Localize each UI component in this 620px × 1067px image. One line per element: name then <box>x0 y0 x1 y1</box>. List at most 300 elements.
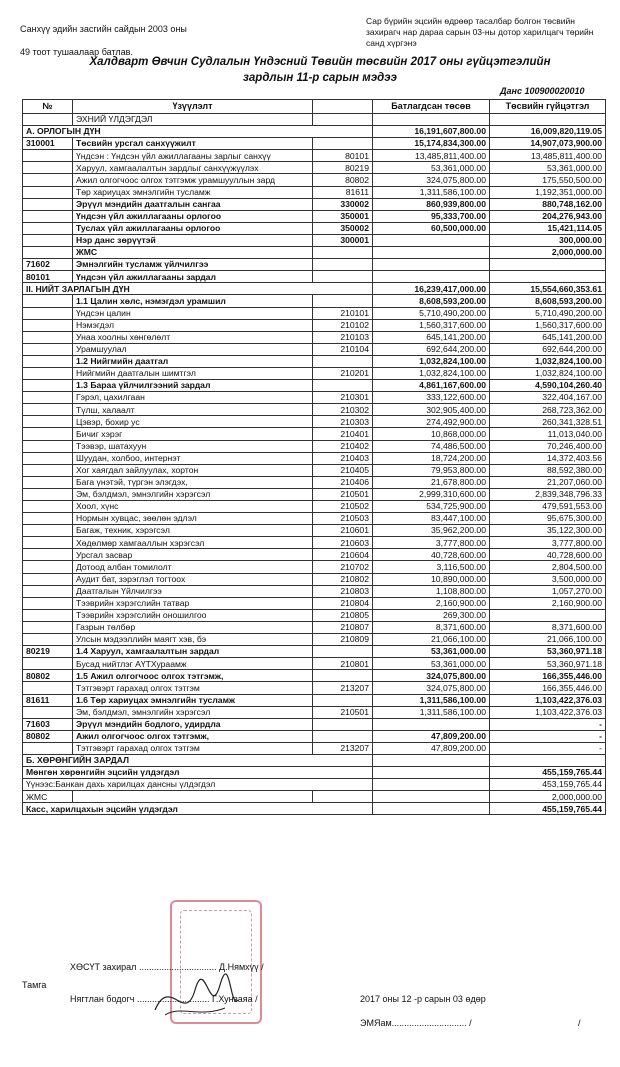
row-approved-budget: 35,962,200.00 <box>373 525 490 537</box>
table-row <box>23 367 606 379</box>
row-budget-execution: 300,000.00 <box>490 234 606 246</box>
table-row <box>23 319 606 331</box>
row-indicator: Хоол, хүнс <box>73 501 313 513</box>
row-code: 210406 <box>313 476 373 488</box>
table-row <box>23 452 606 464</box>
row-approved-budget: 16,239,417,000.00 <box>373 283 490 295</box>
table-row <box>23 186 606 198</box>
row-indicator: Бичиг хэрэг <box>73 428 313 440</box>
table-row <box>23 476 606 488</box>
report-title-line-2: зардлын 11-р сарын мэдээ <box>243 72 397 84</box>
row-budget-execution: 4,590,104,260.40 <box>490 380 606 392</box>
row-number <box>23 367 73 379</box>
handwritten-signature <box>150 970 240 1030</box>
table-header-row <box>23 100 606 114</box>
row-budget-execution: 1,032,824,100.00 <box>490 367 606 379</box>
account-number: Данс 100900020010 <box>500 86 585 96</box>
row-indicator: Улсын мэдээллийн маягт хэв, бэ <box>73 634 313 646</box>
table-row <box>23 150 606 162</box>
row-indicator: Түлш, халаалт <box>73 404 313 416</box>
row-code: 210802 <box>313 573 373 585</box>
row-number: 81611 <box>23 694 73 706</box>
row-code: 210405 <box>313 464 373 476</box>
row-number <box>23 404 73 416</box>
row-indicator: Эрүүл мэндийн даатгалын сангаа <box>73 198 313 210</box>
row-code: 80219 <box>313 162 373 174</box>
row-approved-budget: 16,191,607,800.00 <box>373 126 490 138</box>
row-code: 210401 <box>313 428 373 440</box>
row-indicator: Нийгмийн даатгалын шимтгэл <box>73 367 313 379</box>
row-approved-budget: 1,108,800.00 <box>373 585 490 597</box>
table-row <box>23 440 606 452</box>
row-budget-execution: 3,777,800.00 <box>490 537 606 549</box>
row-code: 80101 <box>313 150 373 162</box>
row-budget-execution: 166,355,446.00 <box>490 682 606 694</box>
row-approved-budget: 40,728,600.00 <box>373 549 490 561</box>
row-code: 210501 <box>313 706 373 718</box>
row-number: 310001 <box>23 138 73 150</box>
table-row <box>23 694 606 706</box>
row-indicator: Эм, бэлдмэл, эмнэлгийн хэрэгсэл <box>73 706 313 718</box>
table-row <box>23 271 606 283</box>
row-code: 210102 <box>313 319 373 331</box>
row-code <box>313 114 373 126</box>
table-row <box>23 464 606 476</box>
row-approved-budget: 13,485,811,400.00 <box>373 150 490 162</box>
accountant-name: Г.Хунзаяа / <box>212 994 258 1004</box>
row-code: 213207 <box>313 682 373 694</box>
row-code: 210601 <box>313 525 373 537</box>
row-code <box>313 791 373 803</box>
table-row <box>23 355 606 367</box>
row-budget-execution: 14,372,403.56 <box>490 452 606 464</box>
row-code: 210503 <box>313 513 373 525</box>
row-code: 210403 <box>313 452 373 464</box>
row-budget-execution: 479,591,553.00 <box>490 501 606 513</box>
row-code: 210103 <box>313 331 373 343</box>
row-section-label: II. НИЙТ ЗАРЛАГЫН ДҮН <box>23 283 373 295</box>
table-row <box>23 609 606 621</box>
row-number <box>23 682 73 694</box>
row-indicator: Шуудан, холбоо, интернэт <box>73 452 313 464</box>
row-indicator: Унаа хоолны хөнгөлөлт <box>73 331 313 343</box>
row-approved-budget: 324,075,800.00 <box>373 174 490 186</box>
table-row <box>23 247 606 259</box>
row-budget-execution: 2,839,348,796.33 <box>490 488 606 500</box>
row-number: 71602 <box>23 259 73 271</box>
row-indicator: Үндсэн цалин <box>73 307 313 319</box>
row-approved-budget: 302,905,400.00 <box>373 404 490 416</box>
row-approved-budget: 18,724,200.00 <box>373 452 490 464</box>
row-approved-budget: 53,361,000.00 <box>373 162 490 174</box>
row-code <box>313 718 373 730</box>
budget-table <box>22 99 606 815</box>
row-number <box>23 561 73 573</box>
row-indicator: Эрүүл мэндийн бодлого, удирдла <box>73 718 313 730</box>
submission-note: Сар бүрийн эцсийн өдрөөр тасалбар болгон төсвийн захирагч нар дараа сарын 03-ны дотор харилцагч төрийн санд хүргэнэ <box>366 16 594 48</box>
director-signature-line: ХӨСҮТ захирал ............................... Д.Нямхүү / <box>70 962 264 972</box>
table-row <box>23 597 606 609</box>
row-code: 210201 <box>313 367 373 379</box>
row-approved-budget: 5,710,490,200.00 <box>373 307 490 319</box>
row-budget-execution: 3,500,000.00 <box>490 573 606 585</box>
row-section-label: Касс, харилцахын эцсийн үлдэгдэл <box>23 803 373 815</box>
row-number <box>23 234 73 246</box>
row-budget-execution: - <box>490 742 606 754</box>
row-indicator: 1.6 Төр хариуцах эмнэлгийн тусламж <box>73 694 313 706</box>
row-number <box>23 343 73 355</box>
row-code: 210603 <box>313 537 373 549</box>
row-approved-budget: 1,311,586,100.00 <box>373 706 490 718</box>
row-indicator: Хөдөлмөр хамгааллын хэрэгсэл <box>73 537 313 549</box>
col-header-approved-budget: Батлагдсан төсөв <box>373 100 490 114</box>
row-indicator: Нэр данс зөрүүтэй <box>73 234 313 246</box>
row-number <box>23 186 73 198</box>
table-row <box>23 343 606 355</box>
row-budget-execution: 175,550,500.00 <box>490 174 606 186</box>
table-row <box>23 573 606 585</box>
row-number <box>23 331 73 343</box>
table-row <box>23 380 606 392</box>
row-code <box>313 259 373 271</box>
row-number: ЖМС <box>23 791 73 803</box>
table-row <box>23 295 606 307</box>
row-budget-execution: 8,371,600.00 <box>490 621 606 633</box>
table-row <box>23 646 606 658</box>
row-number <box>23 464 73 476</box>
row-number <box>23 416 73 428</box>
row-indicator: Бага үнэтэй, түргэн элэгдэх, <box>73 476 313 488</box>
row-code: 210809 <box>313 634 373 646</box>
row-approved-budget: 274,492,900.00 <box>373 416 490 428</box>
row-indicator: Бусад нийтлэг АҮТХураамж <box>73 658 313 670</box>
report-title-line-1: Халдварт Өвчин Судлалын Үндэсний Төвийн төсвийн 2017 оны гүйцэтгэлийн <box>89 56 551 68</box>
row-approved-budget: 1,032,824,100.00 <box>373 367 490 379</box>
row-indicator <box>73 791 313 803</box>
row-number <box>23 307 73 319</box>
row-approved-budget: 1,311,586,100.00 <box>373 694 490 706</box>
row-approved-budget: 860,939,800.00 <box>373 198 490 210</box>
row-budget-execution: 53,361,000.00 <box>490 162 606 174</box>
row-indicator: 1.3 Бараа үйлчилгээний зардал <box>73 380 313 392</box>
table-row <box>23 198 606 210</box>
row-indicator: Ажил олгогчоос олгох тэтгэмж, <box>73 730 313 742</box>
row-code: 210805 <box>313 609 373 621</box>
row-budget-execution: 1,057,270.00 <box>490 585 606 597</box>
row-number <box>23 621 73 633</box>
row-number <box>23 150 73 162</box>
row-indicator: 1.2 Нийгмийн даатгал <box>73 355 313 367</box>
row-approved-budget <box>373 247 490 259</box>
row-approved-budget: 53,361,000.00 <box>373 646 490 658</box>
row-number <box>23 319 73 331</box>
row-number: 80802 <box>23 670 73 682</box>
row-code: 210502 <box>313 501 373 513</box>
row-indicator: Тэтгэвэрт гарахад олгох тэтгэм <box>73 682 313 694</box>
table-row <box>23 754 606 766</box>
row-budget-execution: 204,276,943.00 <box>490 210 606 222</box>
row-approved-budget: 4,861,167,600.00 <box>373 380 490 392</box>
row-number <box>23 549 73 561</box>
table-row <box>23 416 606 428</box>
row-budget-execution: 2,000,000.00 <box>490 791 606 803</box>
row-approved-budget: 324,075,800.00 <box>373 670 490 682</box>
row-approved-budget <box>373 754 490 766</box>
row-budget-execution <box>490 114 606 126</box>
row-indicator: ЭХНИЙ ҮЛДЭГДЭЛ <box>73 114 313 126</box>
table-row <box>23 234 606 246</box>
table-row <box>23 210 606 222</box>
row-indicator: Аудит бат, зэрэглэл тогтоох <box>73 573 313 585</box>
row-approved-budget <box>373 767 490 779</box>
row-number <box>23 742 73 754</box>
table-row <box>23 682 606 694</box>
accountant-label: Нягтлан бодогч <box>70 994 135 1004</box>
approval-line-1: Санхүү эдийн засгийн сайдын 2003 оны <box>20 24 187 34</box>
row-code: 210302 <box>313 404 373 416</box>
row-number <box>23 114 73 126</box>
row-budget-execution <box>490 609 606 621</box>
row-approved-budget <box>373 114 490 126</box>
row-budget-execution: 166,355,446.00 <box>490 670 606 682</box>
table-row <box>23 706 606 718</box>
row-budget-execution: 455,159,765.44 <box>490 767 606 779</box>
row-number <box>23 247 73 259</box>
row-indicator: Эмнэлгийн тусламж үйлчилгээ <box>73 259 313 271</box>
row-budget-execution: 15,421,114.05 <box>490 222 606 234</box>
row-code <box>313 646 373 658</box>
row-number <box>23 525 73 537</box>
row-indicator: Тээврийн хэрэгслийн татвар <box>73 597 313 609</box>
row-approved-budget: 95,333,700.00 <box>373 210 490 222</box>
row-indicator: 1.5 Ажил олгогчоос олгох тэтгэмж, <box>73 670 313 682</box>
row-code <box>313 380 373 392</box>
row-budget-execution: 1,103,422,376.03 <box>490 706 606 718</box>
table-row <box>23 549 606 561</box>
row-budget-execution: 53,360,971.18 <box>490 646 606 658</box>
row-budget-execution: - <box>490 718 606 730</box>
row-number <box>23 634 73 646</box>
row-indicator: 1.4 Харуул, хамгаалалтын зардал <box>73 646 313 658</box>
row-budget-execution: 88,592,380.00 <box>490 464 606 476</box>
row-budget-execution: 455,159,765.44 <box>490 803 606 815</box>
row-code <box>313 694 373 706</box>
table-row <box>23 513 606 525</box>
table-row <box>23 428 606 440</box>
row-approved-budget: 1,032,824,100.00 <box>373 355 490 367</box>
row-number <box>23 440 73 452</box>
row-approved-budget <box>373 791 490 803</box>
row-number <box>23 501 73 513</box>
row-number <box>23 174 73 186</box>
row-indicator: Үндсэн үйл ажиллагааны орлогоо <box>73 210 313 222</box>
table-row <box>23 767 606 779</box>
table-row <box>23 259 606 271</box>
col-header-budget-execution: Төсвийн гүйцэтгэл <box>490 100 606 114</box>
row-code: 210803 <box>313 585 373 597</box>
row-code <box>313 295 373 307</box>
col-header-code <box>313 100 373 114</box>
row-approved-budget: 645,141,200.00 <box>373 331 490 343</box>
row-budget-execution: 2,000,000.00 <box>490 247 606 259</box>
row-approved-budget: 333,122,600.00 <box>373 392 490 404</box>
row-budget-execution: 13,485,811,400.00 <box>490 150 606 162</box>
row-number <box>23 573 73 585</box>
row-budget-execution: 1,560,317,600.00 <box>490 319 606 331</box>
row-indicator: 1.1 Цалин хөлс, нэмэгдэл урамшил <box>73 295 313 307</box>
row-budget-execution: 1,032,824,100.00 <box>490 355 606 367</box>
row-budget-execution: 16,009,820,119.05 <box>490 126 606 138</box>
row-code <box>313 670 373 682</box>
row-budget-execution <box>490 754 606 766</box>
row-number: 71603 <box>23 718 73 730</box>
row-code: 210101 <box>313 307 373 319</box>
row-number <box>23 380 73 392</box>
row-number <box>23 537 73 549</box>
row-budget-execution: 11,013,040.00 <box>490 428 606 440</box>
row-budget-execution: 95,675,300.00 <box>490 513 606 525</box>
received-by-end: / <box>578 1018 581 1028</box>
row-approved-budget: 47,809,200.00 <box>373 730 490 742</box>
row-code: 80802 <box>313 174 373 186</box>
row-approved-budget: 60,500,000.00 <box>373 222 490 234</box>
row-section-label: Үүнээс:Банкан дахь харилцах дансны үлдэгдэл <box>23 779 373 791</box>
row-budget-execution <box>490 259 606 271</box>
row-indicator: Харуул, хамгаалалтын зардлыг санхүүжүүлэх <box>73 162 313 174</box>
row-budget-execution: 453,159,765.44 <box>490 779 606 791</box>
row-indicator: Ажил олгогчоос олгох тэтгэмж урамшууллын зард <box>73 174 313 186</box>
row-code <box>313 138 373 150</box>
row-approved-budget: 21,066,100.00 <box>373 634 490 646</box>
row-code: 210501 <box>313 488 373 500</box>
row-budget-execution: 2,160,900.00 <box>490 597 606 609</box>
row-budget-execution: 21,066,100.00 <box>490 634 606 646</box>
row-number <box>23 585 73 597</box>
row-approved-budget <box>373 259 490 271</box>
row-indicator: Тээвэр, шатахуун <box>73 440 313 452</box>
table-row <box>23 404 606 416</box>
row-approved-budget: 3,116,500.00 <box>373 561 490 573</box>
row-approved-budget: 15,174,834,300.00 <box>373 138 490 150</box>
table-row <box>23 174 606 186</box>
row-budget-execution: 70,246,400.00 <box>490 440 606 452</box>
row-code: 213207 <box>313 742 373 754</box>
row-approved-budget: 53,361,000.00 <box>373 658 490 670</box>
row-approved-budget: 324,075,800.00 <box>373 682 490 694</box>
row-code <box>313 730 373 742</box>
row-approved-budget <box>373 718 490 730</box>
row-approved-budget <box>373 779 490 791</box>
row-code: 210804 <box>313 597 373 609</box>
row-approved-budget: 47,809,200.00 <box>373 742 490 754</box>
report-date: 2017 оны 12 -р сарын 03 өдөр <box>360 994 486 1004</box>
table-row <box>23 658 606 670</box>
table-row <box>23 742 606 754</box>
row-indicator: Нормын хувцас, зөөлөн эдлэл <box>73 513 313 525</box>
accountant-signature-line: Нягтлан бодогч ............................. Г.Хунзаяа / <box>70 994 258 1004</box>
row-approved-budget: 8,371,600.00 <box>373 621 490 633</box>
row-indicator: Цэвэр, бохир ус <box>73 416 313 428</box>
row-indicator: Даатгалын Үйлчилгээ <box>73 585 313 597</box>
director-label: ХӨСҮТ захирал <box>70 962 137 972</box>
row-number <box>23 295 73 307</box>
table-row <box>23 138 606 150</box>
row-indicator: Төсвийн урсгал санхүүжилт <box>73 138 313 150</box>
row-section-label: Мөнгөн хөрөнгийн эцсийн үлдэгдэл <box>23 767 373 779</box>
row-indicator: Төр хариуцах эмнэлгийн тусламж <box>73 186 313 198</box>
row-section-label: Б. ХӨРӨНГИЙН ЗАРДАЛ <box>23 754 373 766</box>
row-budget-execution: 692,644,200.00 <box>490 343 606 355</box>
row-budget-execution: 5,710,490,200.00 <box>490 307 606 319</box>
row-number <box>23 355 73 367</box>
row-approved-budget: 3,777,800.00 <box>373 537 490 549</box>
row-number <box>23 452 73 464</box>
row-budget-execution: 268,723,362.00 <box>490 404 606 416</box>
row-approved-budget: 1,560,317,600.00 <box>373 319 490 331</box>
row-number <box>23 597 73 609</box>
table-row <box>23 718 606 730</box>
table-row <box>23 488 606 500</box>
row-indicator: Гэрэл, цахилгаан <box>73 392 313 404</box>
row-number <box>23 488 73 500</box>
row-indicator: Дотоод албан томилолт <box>73 561 313 573</box>
row-approved-budget: 79,953,800.00 <box>373 464 490 476</box>
row-approved-budget: 8,608,593,200.00 <box>373 295 490 307</box>
table-row <box>23 222 606 234</box>
row-number <box>23 198 73 210</box>
row-code: 350002 <box>313 222 373 234</box>
row-indicator: Тээврийн хэрэгслийн оношилгоо <box>73 609 313 621</box>
row-budget-execution: 8,608,593,200.00 <box>490 295 606 307</box>
table-row <box>23 634 606 646</box>
row-number: 80219 <box>23 646 73 658</box>
row-indicator: ЖМС <box>73 247 313 259</box>
report-title <box>40 54 600 86</box>
row-indicator: Хог хаягдал зайлуулах, хортон <box>73 464 313 476</box>
row-budget-execution: 880,748,162.00 <box>490 198 606 210</box>
row-budget-execution: 322,404,167.00 <box>490 392 606 404</box>
row-code: 350001 <box>313 210 373 222</box>
director-name: Д.Нямхүү / <box>218 962 264 972</box>
row-budget-execution: 35,122,300.00 <box>490 525 606 537</box>
row-indicator: Туслах үйл ажиллагааны орлогоо <box>73 222 313 234</box>
table-row <box>23 525 606 537</box>
row-code <box>313 247 373 259</box>
table-row <box>23 621 606 633</box>
received-by: ЭМЯам.............................. / <box>360 1018 472 1028</box>
row-code: 210807 <box>313 621 373 633</box>
row-number <box>23 428 73 440</box>
row-code: 300001 <box>313 234 373 246</box>
approval-line-2: 49 тоот тушаалаар батлав. <box>20 47 133 57</box>
stamp-label: Тамга <box>22 980 47 990</box>
row-number <box>23 658 73 670</box>
row-indicator: Багаж, техник, хэрэгсэл <box>73 525 313 537</box>
row-approved-budget: 10,868,000.00 <box>373 428 490 440</box>
row-budget-execution: 2,804,500.00 <box>490 561 606 573</box>
table-row <box>23 779 606 791</box>
row-approved-budget: 74,486,500.00 <box>373 440 490 452</box>
table-row <box>23 585 606 597</box>
row-indicator: Үндсэн үйл ажиллагааны зардал <box>73 271 313 283</box>
row-number <box>23 210 73 222</box>
table-row <box>23 791 606 803</box>
row-code: 210402 <box>313 440 373 452</box>
row-code: 81611 <box>313 186 373 198</box>
row-approved-budget <box>373 234 490 246</box>
row-budget-execution: 645,141,200.00 <box>490 331 606 343</box>
table-row <box>23 561 606 573</box>
